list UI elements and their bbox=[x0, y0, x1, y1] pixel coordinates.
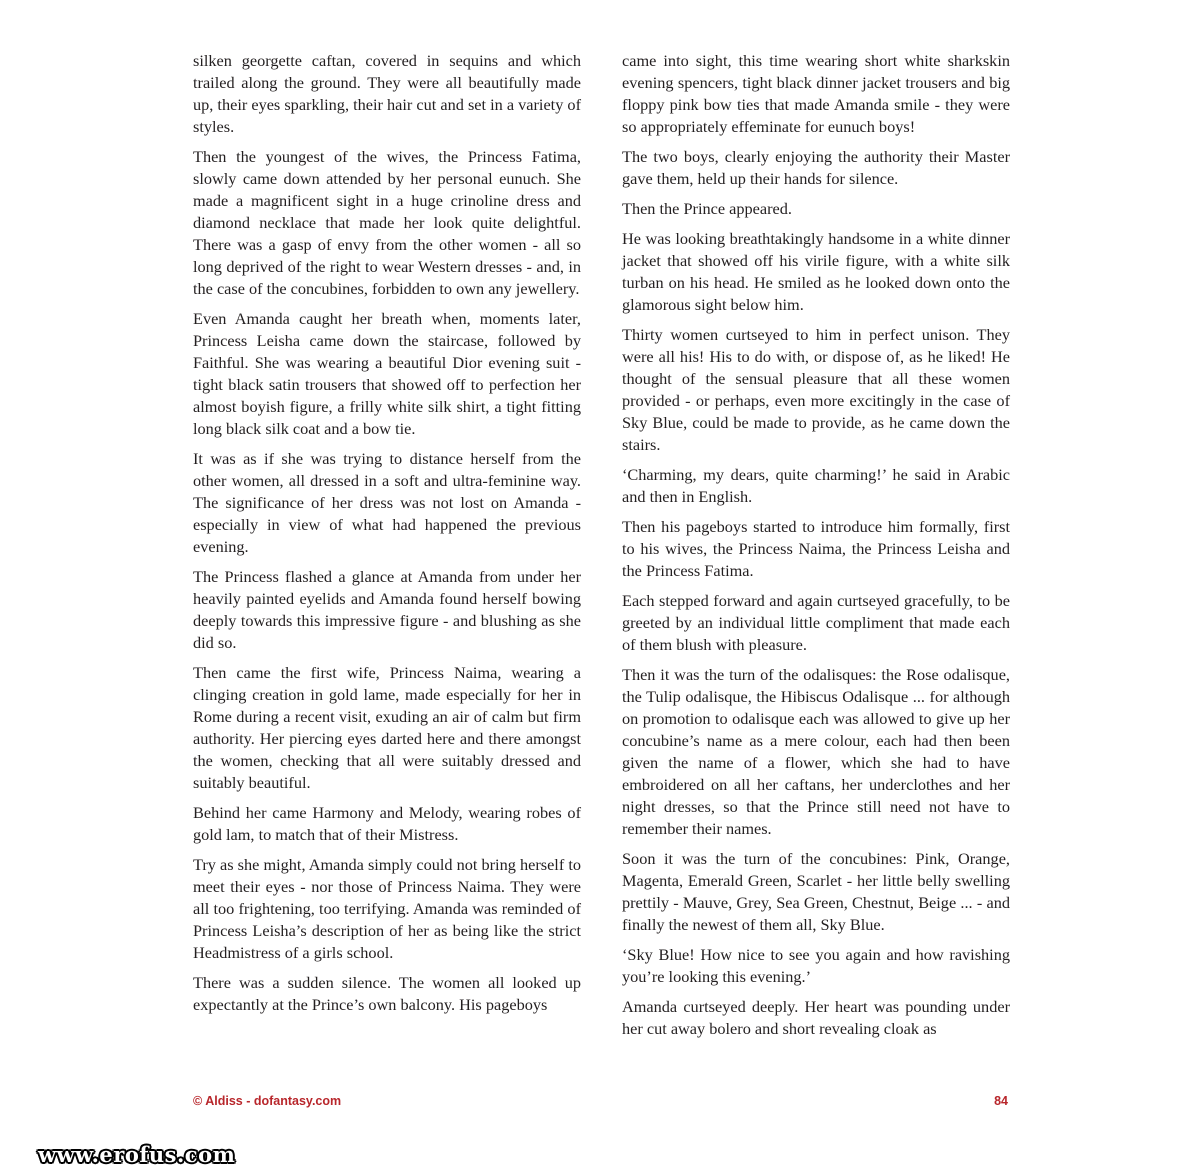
paragraph: Then it was the turn of the odalisques: the Rose odalisque, the Tulip odalisque, the Hibiscus Odalisque ... for although on promotion to odalisque each was allowed to give up her concubine’s name as a mere colour, each had then been given the name of a flower, which she had to have embroidered on all her caftans, her underclothes and her night dresses, so that the Prince still need not have to remember their names. bbox=[622, 665, 1010, 838]
copyright-notice: © Aldiss - dofantasy.com bbox=[193, 1094, 342, 1108]
paragraph: Thirty women curtseyed to him in perfect unison. They were all his! His to do with, or dispose of, as he liked! He thought of the sensual pleasure that all these women provided - or perhaps, even more excitingly in the case of Sky Blue, could be made to provide, as he came down the stairs. bbox=[622, 325, 1010, 454]
paragraph: The Princess flashed a glance at Amanda from under her heavily painted eyelids and Amanda found herself bowing deeply towards this impressive figure - and blushing as she did so. bbox=[193, 567, 581, 652]
paragraph: He was looking breathtakingly handsome in a white dinner jacket that showed off his virile figure, with a white silk turban on his head. He smiled as he looked down onto the glamorous sight below him. bbox=[622, 229, 1010, 314]
paragraph: ‘Sky Blue! How nice to see you again and how ravishing you’re looking this evening.’ bbox=[622, 945, 1010, 986]
paragraph: It was as if she was trying to distance herself from the other women, all dressed in a soft and ultra-feminine way. The significance of her dress was not lost on Amanda - especially in view of what had happened the previous evening. bbox=[193, 449, 581, 556]
paragraph: The two boys, clearly enjoying the authority their Master gave them, held up their hands for silence. bbox=[622, 147, 1010, 188]
right-column bbox=[622, 50, 1010, 1048]
paragraph: Then came the first wife, Princess Naima, wearing a clinging creation in gold lame, made especially for her in Rome during a recent visit, exuding an air of calm but firm authority. Her piercing eyes darted here and there amongst the women, checking that all were suitably dressed and suitably beautiful. bbox=[193, 663, 581, 792]
paragraph: Even Amanda caught her breath when, moments later, Princess Leisha came down the staircase, followed by Faithful. She was wearing a beautiful Dior evening suit - tight black satin trousers that showed off to perfection her almost boyish figure, a frilly white silk shirt, a tight fitting long black silk coat and a bow tie. bbox=[193, 309, 581, 438]
paragraph: Try as she might, Amanda simply could not bring herself to meet their eyes - nor those of Princess Naima. They were all too frightening, too terrifying. Amanda was reminded of Princess Leisha’s description of her as being like the strict Headmistress of a girls school. bbox=[193, 855, 581, 962]
paragraph: Each stepped forward and again curtseyed gracefully, to be greeted by an individual little compliment that made each of them blush with pleasure. bbox=[622, 591, 1010, 654]
paragraph: silken georgette caftan, covered in sequins and which trailed along the ground. They were all beautifully made up, their eyes sparkling, their hair cut and set in a variety of styles. bbox=[193, 51, 581, 136]
paragraph: Behind her came Harmony and Melody, wearing robes of gold lam, to match that of their Mistress. bbox=[193, 803, 581, 844]
paragraph: Then his pageboys started to introduce him formally, first to his wives, the Princess Naima, the Princess Leisha and the Princess Fatima. bbox=[622, 517, 1010, 580]
watermark: www.erofus.com bbox=[38, 1142, 236, 1167]
left-column bbox=[193, 50, 581, 1024]
paragraph: Amanda curtseyed deeply. Her heart was pounding under her cut away bolero and short revealing cloak as bbox=[622, 997, 1010, 1038]
paragraph: Then the youngest of the wives, the Princess Fatima, slowly came down attended by her personal eunuch. She made a magnificent sight in a huge crinoline dress and diamond necklace that made her look quite delightful. There was a gasp of envy from the other women - all so long deprived of the right to wear Western dresses - and, in the case of the concubines, forbidden to own any jewellery. bbox=[193, 147, 581, 298]
paragraph: Soon it was the turn of the concubines: Pink, Orange, Magenta, Emerald Green, Scarlet - her little belly swelling prettily - Mauve, Grey, Sea Green, Chestnut, Beige ... - and finally the newest of them all, Sky Blue. bbox=[622, 849, 1010, 934]
paragraph: There was a sudden silence. The women all looked up expectantly at the Prince’s own balcony. His pageboys bbox=[193, 973, 581, 1014]
page-footer bbox=[193, 1094, 1008, 1114]
page-number: 84 bbox=[994, 1094, 1008, 1108]
paragraph: came into sight, this time wearing short white sharkskin evening spencers, tight black dinner jacket trousers and big floppy pink bow ties that made Amanda smile - they were so appropriately effeminate for eunuch boys! bbox=[622, 51, 1010, 136]
paragraph: Then the Prince appeared. bbox=[622, 199, 792, 218]
paragraph: ‘Charming, my dears, quite charming!’ he said in Arabic and then in English. bbox=[622, 465, 1010, 506]
